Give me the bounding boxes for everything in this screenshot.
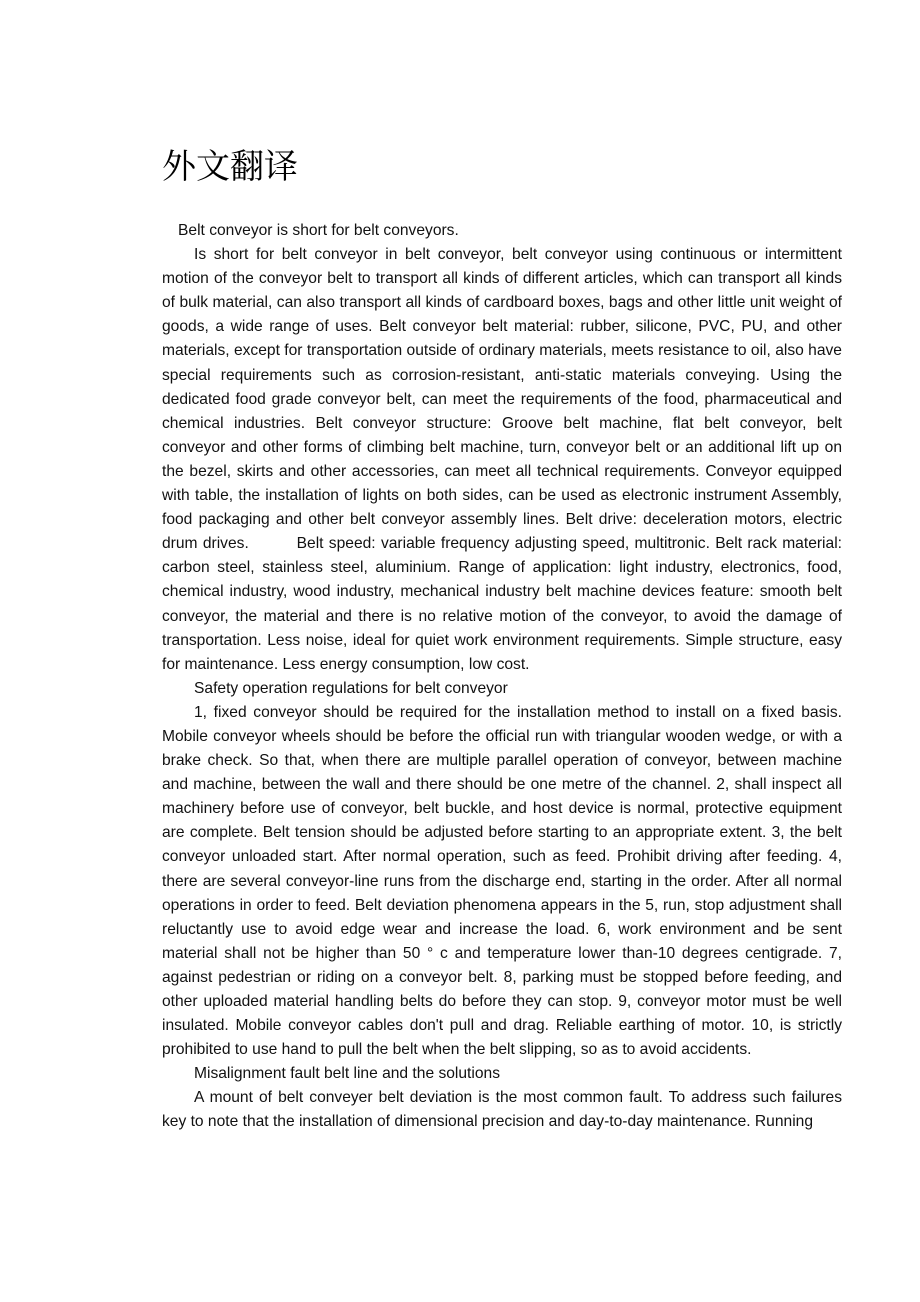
document-title: 外文翻译 <box>162 147 298 187</box>
document-body <box>162 219 842 1135</box>
misalignment-paragraph: A mount of belt conveyer belt deviation is the most common fault. To address such failures key to note that the installation of dimensional precision and day-to-day maintenance. Running <box>162 1089 842 1131</box>
safety-heading: Safety operation regulations for belt conveyor <box>194 679 508 697</box>
intro-paragraph: Belt conveyor is short for belt conveyors. <box>178 222 459 239</box>
safety-paragraph: 1, fixed conveyor should be required for the installation method to install on a fixed basis. Mobile conveyor wheels should be before the official run with triangular wooden wedge, or with a brake check. So that, when there are multiple parallel operation of conveyor, between machine and machine, between the wall and there should be one metre of the channel. 2, shall inspect all machinery before use of conveyor, belt buckle, and host device is normal, protective equipment are complete. Belt tension should be adjusted before starting to an appropriate extent. 3, the belt conveyor unloaded start. After normal operation, such as feed. Prohibit driving after feeding. 4, there are several conveyor-line runs from the discharge end, starting in the order. After all normal operations in order to feed. Belt deviation phenomena appears in the 5, run, stop adjustment shall reluctantly use to avoid edge wear and increase the load. 6, work environment and be sent material shall not be higher than 50 ° c and temperature lower than-10 degrees centigrade. 7, against pedestrian or riding on a conveyor belt. 8, parking must be stopped before feeding, and other uploaded material handling belts do before they can stop. 9, conveyor motor must be well insulated. Mobile conveyor cables don't pull and drag. Reliable earthing of motor. 10, is strictly prohibited to use hand to pull the belt when the belt slipping, so as to avoid accidents. <box>162 703 842 1059</box>
misalignment-heading: Misalignment fault belt line and the solutions <box>194 1065 500 1083</box>
overview-paragraph: Is short for belt conveyor in belt conveyor, belt conveyor using continuous or intermittent motion of the conveyor belt to transport all kinds of different articles, which can transport all kinds of bulk material, can also transport all kinds of cardboard boxes, bags and other little unit weight of goods, a wide range of uses. Belt conveyor belt material: rubber, silicone, PVC, PU, and other materials, except for transportation outside of ordinary materials, meets resistance to oil, also have special requirements such as corrosion-resistant, anti-static materials conveying. Using the dedicated food grade conveyor belt, can meet the requirements of the food, pharmaceutical and chemical industries. Belt conveyor structure: Groove belt machine, flat belt conveyor, belt conveyor and other forms of climbing belt machine, turn, conveyor belt or an additional lift up on the bezel, skirts and other accessories, can meet all technical requirements. Conveyor equipped with table, the installation of lights on both sides, can be used as electronic instrument Assembly, food packaging and other belt conveyor assembly lines. Belt drive: deceleration motors, electric drum drives. Belt speed: variable frequency adjusting speed, multitronic. Belt rack material: carbon steel, stainless steel, aluminium. Range of application: light industry, electronics, food, chemical industry, wood industry, mechanical industry belt machine devices feature: smooth belt conveyor, the material and there is no relative motion of the conveyor, to avoid the damage of transportation. Less noise, ideal for quiet work environment requirements. Simple structure, easy for maintenance. Less energy consumption, low cost. <box>162 246 842 673</box>
